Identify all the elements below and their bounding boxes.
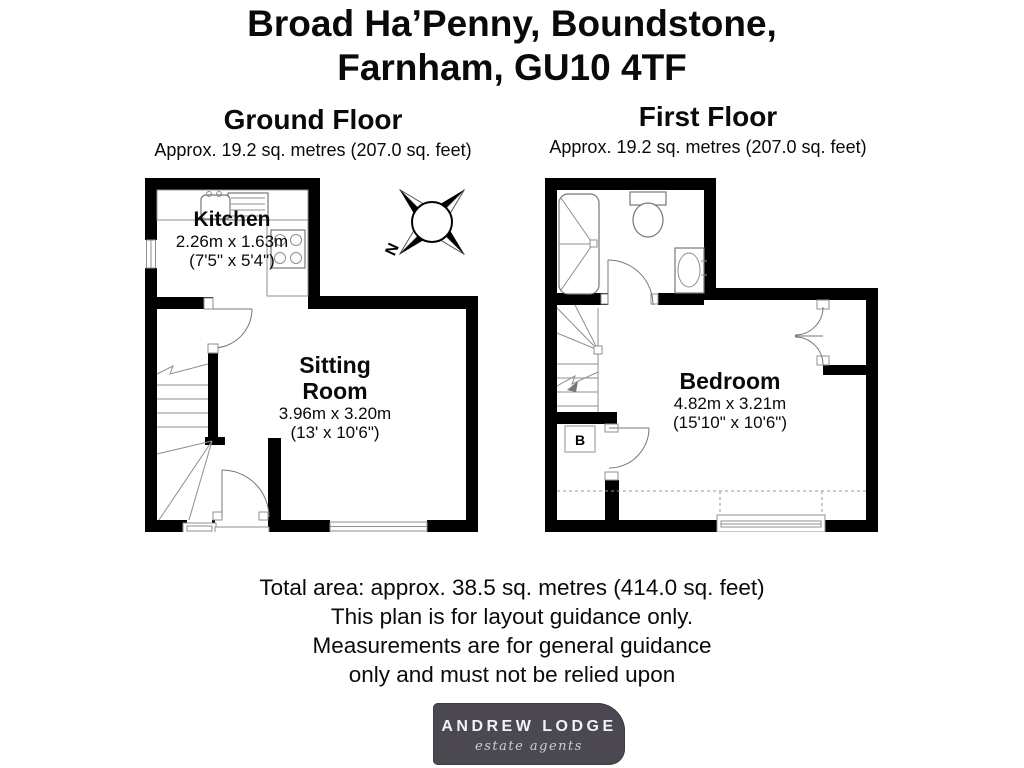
first-floor-heading-block: [508, 101, 908, 158]
bedroom-window: [717, 515, 825, 532]
kitchen-name: Kitchen: [193, 208, 271, 231]
first-floor-area: Approx. 19.2 sq. metres (207.0 sq. feet): [549, 137, 867, 157]
first-stairs: [557, 305, 602, 412]
kitchen-metric-dims: 2.26m x 1.63m: [175, 232, 289, 251]
kitchen-label: [147, 208, 317, 270]
ground-stairs: [157, 364, 212, 520]
basin-icon: [675, 248, 707, 293]
shower-icon: [559, 194, 599, 294]
address-line-2: Farnham, GU10 4TF: [337, 47, 687, 88]
wardrobe-doors: [795, 300, 829, 365]
toilet-icon: [630, 192, 666, 237]
disclaimer-line-3: only and must not be relied upon: [348, 662, 676, 687]
front-door: [213, 470, 269, 532]
disclaimer-line-2: Measurements are for general guidance: [312, 633, 712, 658]
compass-rose-icon: [381, 190, 465, 258]
sitting-room-label: [250, 352, 420, 442]
first-floor-plan: [545, 178, 878, 532]
address-line-1: Broad Ha’Penny, Boundstone,: [247, 3, 777, 44]
compass-north-label: N: [380, 239, 401, 258]
agency-tagline: estate agents: [475, 739, 583, 754]
total-area-text: Total area: approx. 38.5 sq. metres (414.0 sq. feet): [259, 575, 765, 600]
boiler-label: B: [574, 432, 586, 448]
agency-logo: [433, 703, 625, 765]
sitting-room-name-line2: Room: [302, 378, 368, 404]
boiler-cupboard: [565, 426, 595, 452]
first-floor-heading: First Floor: [638, 101, 778, 132]
ground-floor-heading-block: [113, 104, 513, 161]
bedroom-metric-dims: 4.82m x 3.21m: [673, 394, 787, 413]
sitting-room-name-line1: Sitting: [299, 352, 371, 378]
bedroom-label: [637, 368, 823, 432]
agency-name: ANDREW LODGE: [441, 718, 617, 735]
disclaimer-line-1: This plan is for layout guidance only.: [330, 604, 694, 629]
ground-floor-area: Approx. 19.2 sq. metres (207.0 sq. feet): [154, 140, 472, 160]
bedroom-imperial-dims: (15'10" x 10'6"): [672, 413, 787, 432]
eaves-dashed-line: [557, 491, 866, 515]
bedroom-name: Bedroom: [679, 368, 781, 394]
ground-floor-heading: Ground Floor: [223, 104, 403, 135]
footer-notes: [0, 573, 1024, 689]
bathroom-door: [601, 260, 658, 305]
kitchen-imperial-dims: (7'5" x 5'4"): [189, 251, 275, 270]
property-address-title: [0, 2, 1024, 90]
sitting-room-imperial-dims: (13' x 10'6"): [290, 423, 380, 442]
sitting-room-metric-dims: 3.96m x 3.20m: [278, 404, 392, 423]
bedroom-door: [605, 424, 649, 480]
kitchen-door: [204, 298, 252, 353]
